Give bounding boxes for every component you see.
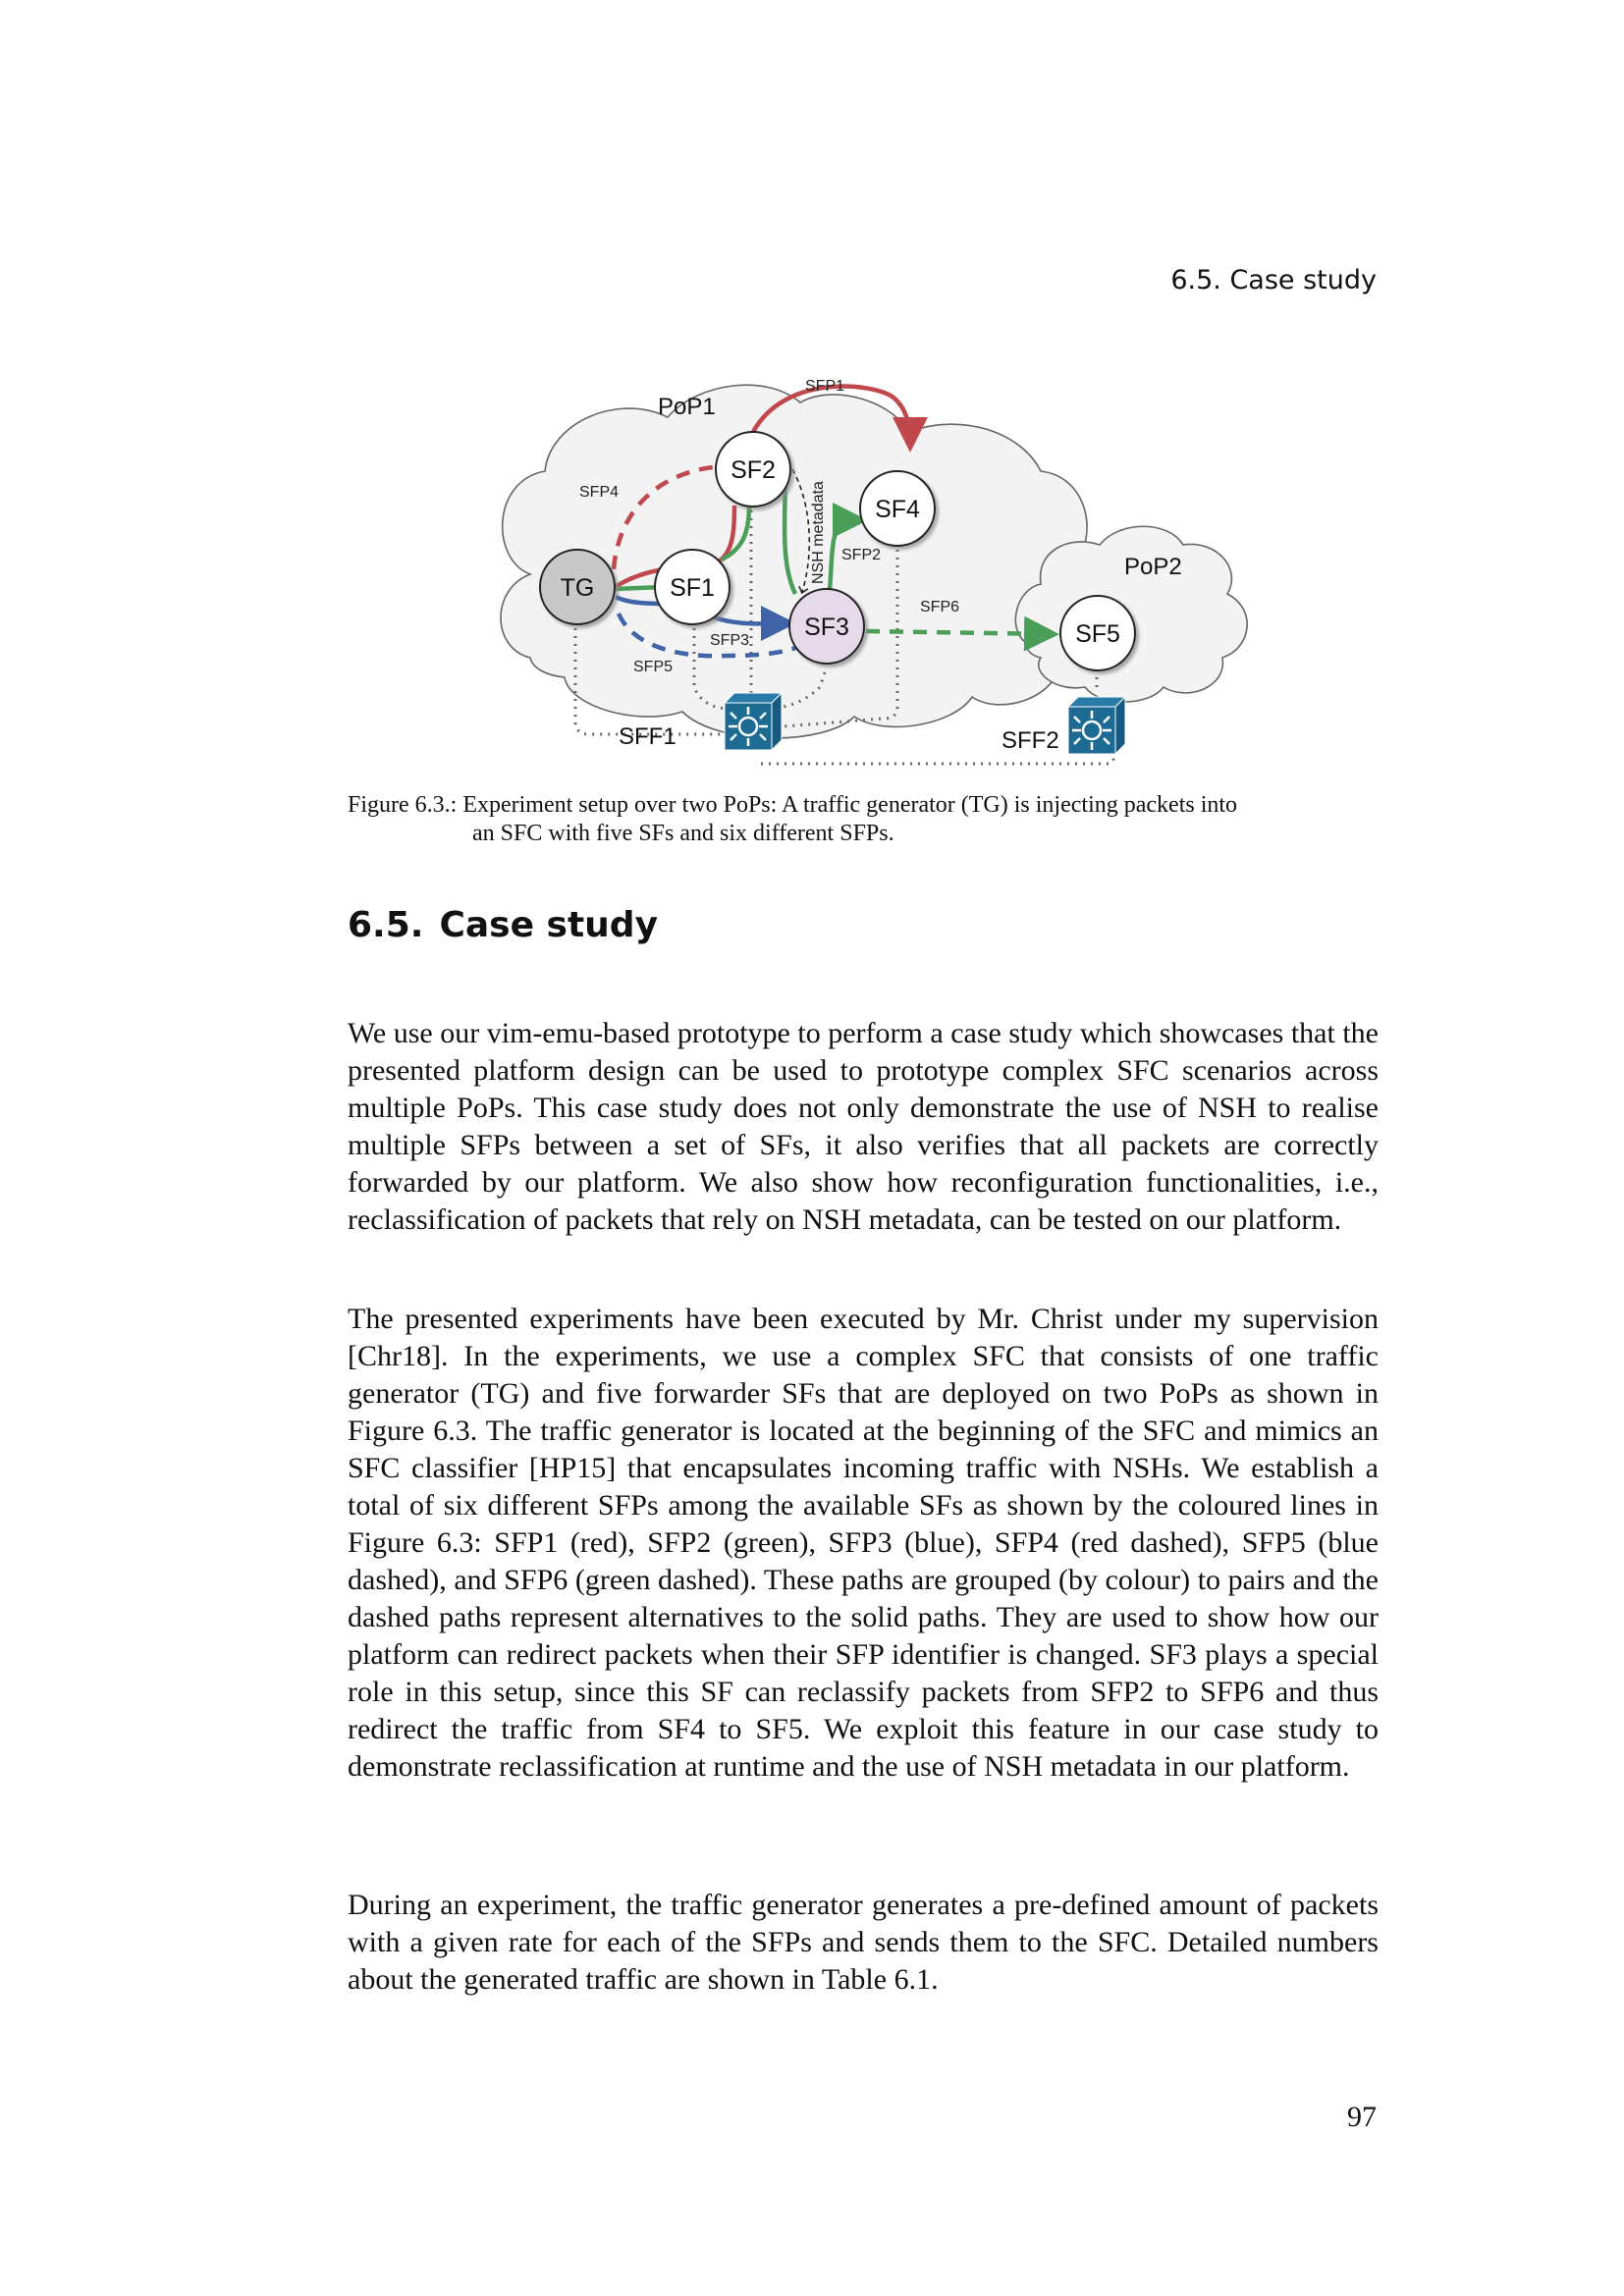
section-heading	[348, 905, 658, 945]
caption-line2: an SFC with five SFs and six different SFPs.	[472, 821, 894, 846]
figure-sfc-setup	[471, 363, 1257, 775]
section-title: Case study	[439, 905, 659, 945]
sff1-switch-icon	[725, 693, 782, 750]
nsh-metadata-label: NSH metadata	[810, 481, 827, 584]
figure-caption	[348, 791, 1379, 848]
node-sf2-label: SF2	[731, 456, 776, 484]
paragraph-3: During an experiment, the traffic generator generates a pre-defined amount of packets with a given rate for each of the SFPs and sends them to the SFC. Detailed numbers about the generated traffic are shown in Table 6.1.	[348, 1889, 1379, 1996]
sfp3-label: SFP3	[710, 632, 750, 649]
caption-line1: Experiment setup over two PoPs: A traffic generator (TG) is injecting packets into	[462, 792, 1238, 818]
sff2-label: SFF2	[1001, 727, 1059, 754]
sfp1-label: SFP1	[805, 378, 845, 395]
node-tg-label: TG	[560, 574, 595, 602]
caption-label: Figure 6.3.:	[348, 792, 458, 818]
pop1-label: PoP1	[658, 394, 716, 420]
sfp5-label: SFP5	[633, 659, 674, 675]
sfp2-label: SFP2	[841, 547, 882, 563]
sfp4-label: SFP4	[579, 484, 620, 501]
node-sf5-label: SF5	[1075, 620, 1120, 648]
node-sf3-label: SF3	[804, 614, 849, 641]
node-sf1-label: SF1	[670, 574, 715, 602]
sfp6-label: SFP6	[920, 599, 960, 615]
running-header: 6.5. Case study	[1170, 265, 1377, 295]
node-sf4-label: SF4	[875, 496, 920, 523]
page-number: 97	[1347, 2101, 1377, 2133]
pop2-label: PoP2	[1124, 554, 1182, 580]
paragraph-2: The presented experiments have been executed by Mr. Christ under my supervision [Chr18]. In the experiments, we use a complex SFC that consists of one traffic generator (TG) and five forwarder SFs that are deployed on two PoPs as shown in Figure 6.3. The traffic generator is located at the beginning of the SFC and mimics an SFC classifier [HP15] that encapsulates incoming traffic with NSHs. We establish a total of six different SFPs among the available SFs as shown by the coloured lines in Figure 6.3: SFP1 (red), SFP2 (green), SFP3 (blue), SFP4 (red dashed), SFP5 (blue dashed), and SFP6 (green dashed). These paths are grouped (by colour) to pairs and the dashed paths represent alternatives to the solid paths. They are used to show how our platform can redirect packets when their SFP identifier is changed. SF3 plays a special role in this setup, since this SF can reclassify packets from SFP2 to SFP6 and thus redirect the traffic from SF4 to SF5. We exploit this feature in our case study to demonstrate reclassification at runtime and the use of NSH metadata in our platform.	[348, 1303, 1379, 1783]
sff1-label: SFF1	[619, 723, 677, 750]
pop2-cloud	[1015, 526, 1247, 702]
sff2-switch-icon	[1068, 697, 1125, 754]
paragraph-1: We use our vim-emu-based prototype to perform a case study which showcases that the presented platform design can be used to prototype complex SFC scenarios across multiple PoPs. This case study does not only demonstrate the use of NSH to realise multiple SFPs between a set of SFs, it also verifies that all packets are correctly forwarded by our platform. We also show how reconfiguration functionalities, i.e., reclassification of packets that rely on NSH metadata, can be tested on our platform.	[348, 1017, 1379, 1236]
section-number: 6.5.	[348, 905, 424, 945]
